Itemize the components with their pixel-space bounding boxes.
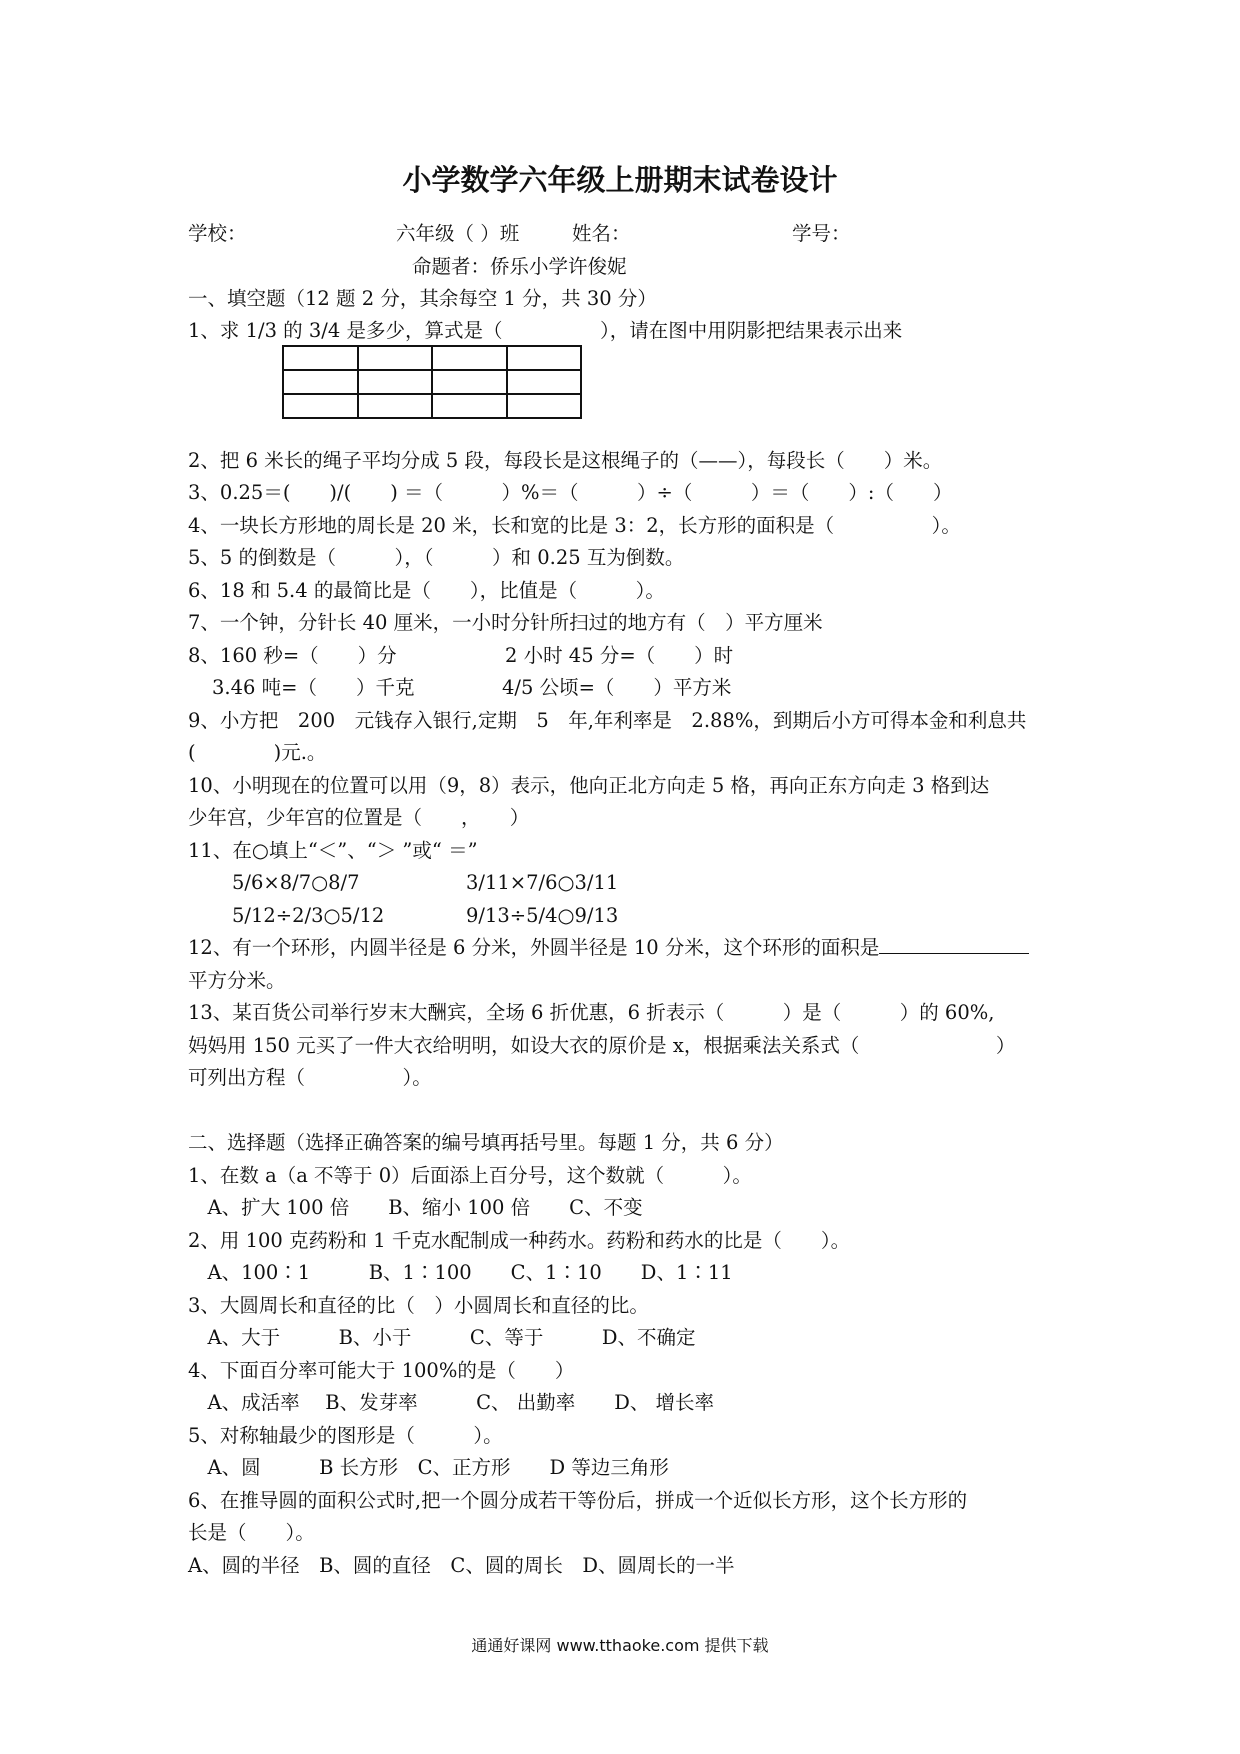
p1-q9a: 9、小方把 200 元钱存入银行,定期 5 年,年利率是 2.88%，到期后小方可得本金和利息共 bbox=[188, 709, 1027, 732]
grid-cell bbox=[432, 346, 507, 370]
p1-q8a: 8、160 秒=（ ）分 bbox=[188, 644, 397, 667]
p1-q13a: 13、某百货公司举行岁末大酬宾，全场 6 折优惠，6 折表示（ ）是（ ）的 60%, bbox=[188, 1001, 995, 1024]
header-number: 学号： bbox=[792, 222, 851, 245]
p1-q11a: 5/6×8/7○8/7 bbox=[232, 871, 360, 894]
p1-q8d: 4/5 公顷=（ ）平方米 bbox=[502, 676, 732, 699]
p2-q2-options: A、100∶1 B、1∶100 C、1∶10 D、1∶11 bbox=[188, 1261, 733, 1284]
grid-cell bbox=[507, 370, 582, 394]
grid-cell bbox=[358, 346, 433, 370]
p1-q8c: 3.46 吨=（ ）千克 bbox=[212, 676, 415, 699]
p1-q9b: ( )元.。 bbox=[188, 741, 327, 764]
p2-q5: 5、对称轴最少的图形是（ ）。 bbox=[188, 1424, 503, 1447]
p1-q11b: 3/11×7/6○3/11 bbox=[466, 871, 619, 894]
p1-q8b: 2 小时 45 分=（ ）时 bbox=[505, 644, 734, 667]
grid-cell bbox=[432, 394, 507, 418]
p1-q11c: 5/12÷2/3○5/12 bbox=[232, 904, 385, 927]
p1-q2: 2、把 6 米长的绳子平均分成 5 段，每段长是这根绳子的（——），每段长（ ）米。 bbox=[188, 449, 943, 472]
p2-q3: 3、大圆周长和直径的比（ ）小圆周长和直径的比。 bbox=[188, 1294, 649, 1317]
grid-cell bbox=[507, 346, 582, 370]
header-name: 姓名： bbox=[572, 222, 631, 245]
grid-cell bbox=[358, 370, 433, 394]
part1-heading: 一、填空题（12 题 2 分，其余每空 1 分，共 30 分） bbox=[188, 287, 657, 310]
p1-q1: 1、求 1/3 的 3/4 是多少，算式是（ ），请在图中用阴影把结果表示出来 bbox=[188, 319, 903, 342]
p2-q3-options: A、大于 B、小于 C、等于 D、不确定 bbox=[188, 1326, 696, 1349]
grid-cell bbox=[432, 370, 507, 394]
p2-q1-options: A、扩大 100 倍 B、缩小 100 倍 C、不变 bbox=[188, 1196, 643, 1219]
grid-cell bbox=[358, 394, 433, 418]
fraction-grid bbox=[282, 345, 582, 419]
header-author: 命题者：侨乐小学许俊妮 bbox=[412, 255, 627, 278]
p2-q2: 2、用 100 克药粉和 1 千克水配制成一种药水。药粉和药水的比是（ ）。 bbox=[188, 1229, 851, 1252]
footer-source: 通通好课网 www.tthaoke.com 提供下载 bbox=[471, 1636, 769, 1655]
grid-cell bbox=[283, 346, 358, 370]
p1-q12b: 平方分米。 bbox=[188, 969, 286, 992]
p2-q6b: 长是（ ）。 bbox=[188, 1521, 315, 1544]
grid-cell bbox=[283, 370, 358, 394]
p1-q4: 4、一块长方形地的周长是 20 米，长和宽的比是 3：2，长方形的面积是（ ）。 bbox=[188, 514, 961, 537]
answer-blank-line bbox=[879, 933, 1029, 954]
p1-q12a: 12、有一个环形，内圆半径是 6 分米，外圆半径是 10 分米，这个环形的面积是 bbox=[188, 936, 880, 959]
header-class: 六年级（ ）班 bbox=[396, 222, 520, 245]
p1-q13c: 可列出方程（ ）。 bbox=[188, 1066, 432, 1089]
p2-q5-options: A、圆 B 长方形 C、正方形 D 等边三角形 bbox=[188, 1456, 669, 1479]
grid-cell bbox=[507, 394, 582, 418]
p1-q10b: 少年宫，少年宫的位置是（ ， ） bbox=[188, 806, 530, 829]
p2-q4: 4、下面百分率可能大于 100%的是（ ） bbox=[188, 1359, 575, 1382]
p1-q5: 5、5 的倒数是（ ），（ ）和 0.25 互为倒数。 bbox=[188, 546, 685, 569]
p1-q11d: 9/13÷5/4○9/13 bbox=[466, 904, 619, 927]
p1-q6: 6、18 和 5.4 的最简比是（ ），比值是（ ）。 bbox=[188, 579, 665, 602]
p1-q7: 7、一个钟，分针长 40 厘米，一小时分针所扫过的地方有（ ）平方厘米 bbox=[188, 611, 823, 634]
p1-q11: 11、在○填上“＜”、“＞ ”或“ ＝” bbox=[188, 839, 478, 862]
p1-q13b: 妈妈用 150 元买了一件大衣给明明，如设大衣的原价是 x，根据乘法关系式（ ） bbox=[188, 1034, 1016, 1057]
p2-q1: 1、在数 a（a 不等于 0）后面添上百分号，这个数就（ ）。 bbox=[188, 1164, 752, 1187]
page-title: 小学数学六年级上册期末试卷设计 bbox=[402, 163, 838, 197]
p1-q10a: 10、小明现在的位置可以用（9，8）表示，他向正北方向走 5 格，再向正东方向走 3 格到达 bbox=[188, 774, 990, 797]
grid-cell bbox=[283, 394, 358, 418]
p2-q6-options: A、圆的半径 B、圆的直径 C、圆的周长 D、圆周长的一半 bbox=[188, 1554, 735, 1577]
p1-q3: 3、0.25＝( )/( ) ＝（ ）%＝（ ）÷（ ）＝（ ）:（ ） bbox=[188, 481, 953, 504]
p2-q4-options: A、成活率 B、发芽率 C、 出勤率 D、 增长率 bbox=[188, 1391, 715, 1414]
part2-heading: 二、选择题（选择正确答案的编号填再括号里。每题 1 分，共 6 分） bbox=[188, 1131, 784, 1154]
header-school: 学校： bbox=[188, 222, 247, 245]
p2-q6a: 6、在推导圆的面积公式时,把一个圆分成若干等份后，拼成一个近似长方形，这个长方形的 bbox=[188, 1489, 968, 1512]
